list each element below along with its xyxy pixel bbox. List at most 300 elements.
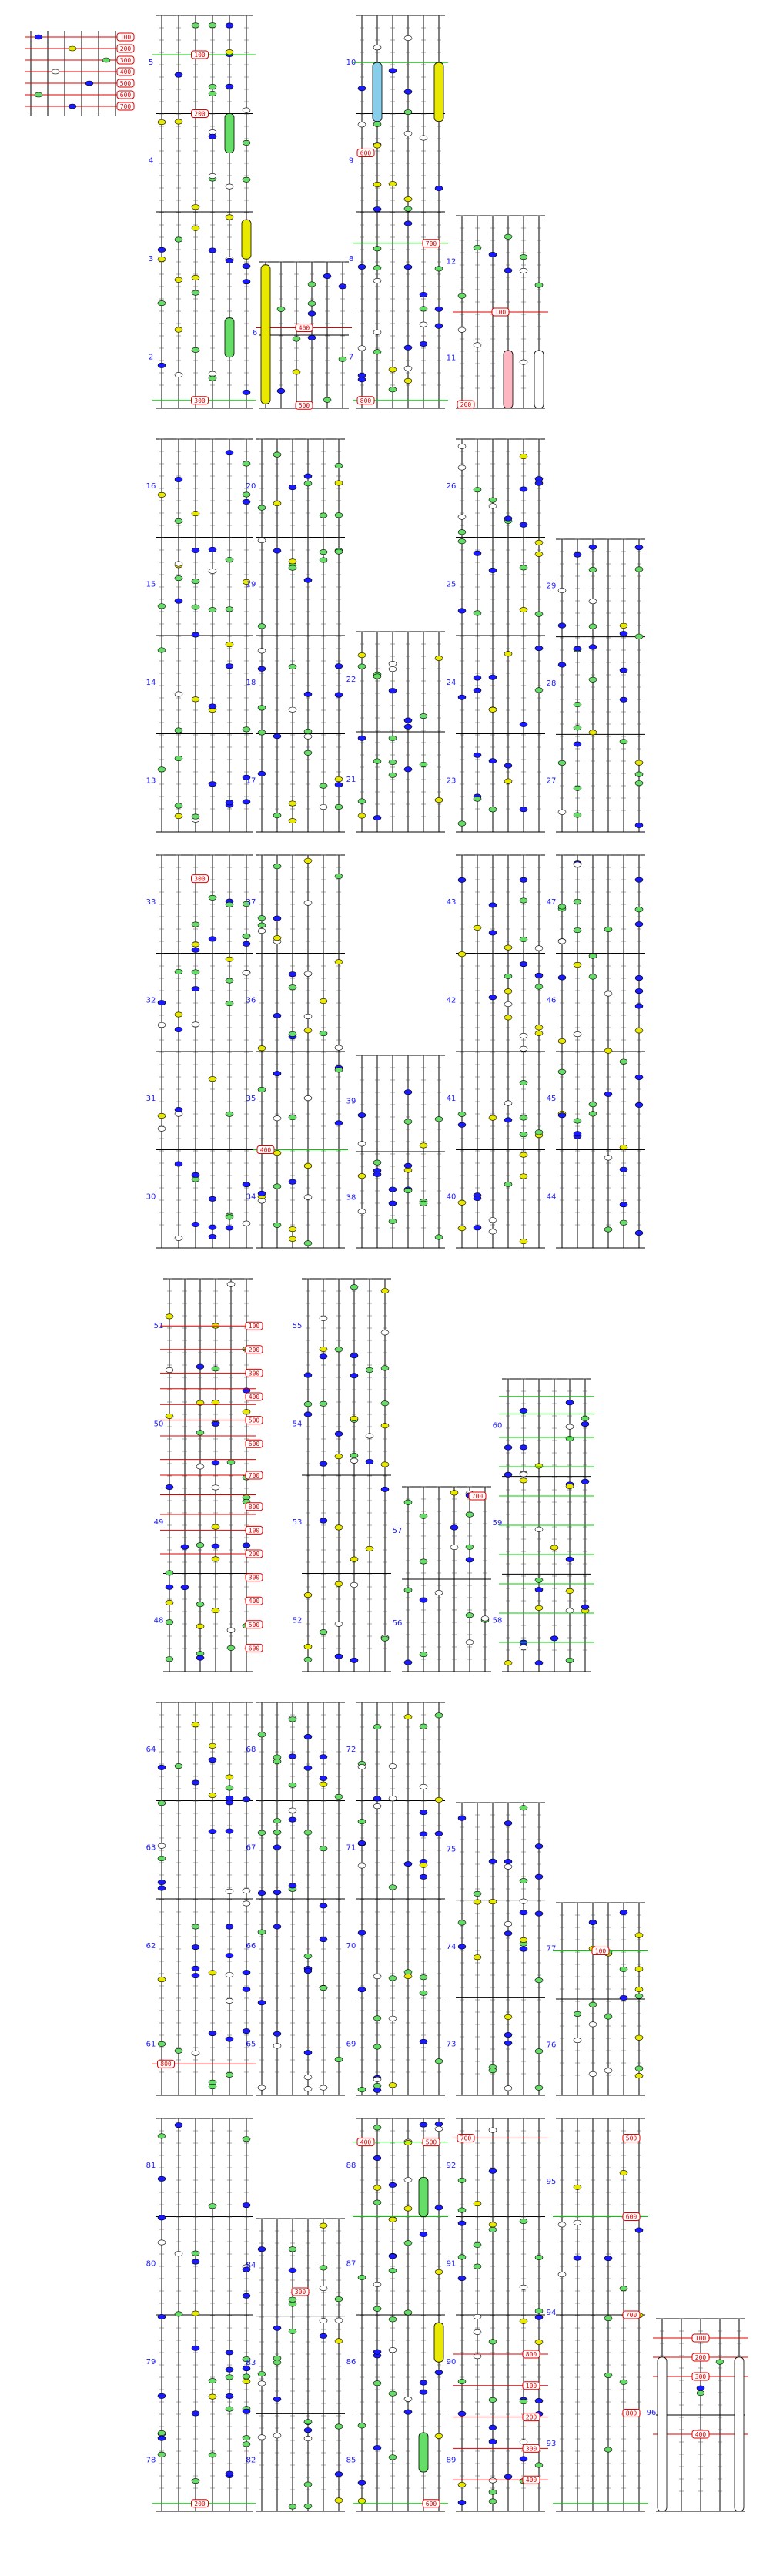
note-marker [504, 945, 512, 950]
note-marker [209, 248, 216, 253]
note-marker [289, 707, 296, 712]
note-marker [373, 2044, 381, 2049]
note-marker [474, 611, 481, 615]
note-marker [404, 221, 412, 226]
note-marker [558, 939, 566, 944]
note-marker [258, 1191, 266, 1196]
note-marker [320, 1401, 327, 1406]
note-marker [85, 81, 93, 86]
note-marker [273, 1924, 281, 1929]
note-marker [535, 1605, 543, 1610]
note-marker [350, 1582, 358, 1587]
note-marker [389, 1219, 397, 1223]
note-marker [520, 565, 527, 570]
measure-number: 58 [492, 1616, 503, 1625]
note-marker [304, 474, 312, 478]
note-marker [258, 771, 266, 776]
note-marker [520, 937, 527, 941]
note-marker [304, 481, 312, 486]
note-marker [196, 1624, 204, 1628]
note-marker [420, 322, 427, 327]
note-marker [635, 780, 643, 785]
note-marker [504, 763, 512, 768]
note-marker [226, 1972, 233, 1977]
note-marker [181, 1585, 189, 1589]
note-marker [273, 548, 281, 553]
note-marker [304, 1657, 312, 1662]
note-marker [258, 916, 266, 921]
note-marker [181, 1545, 189, 1549]
note-marker [373, 350, 381, 354]
note-marker [243, 461, 250, 466]
note-marker [535, 481, 543, 485]
note-marker [304, 1766, 312, 1770]
note-marker [166, 1414, 173, 1418]
note-marker [373, 1803, 381, 1808]
note-marker [558, 810, 566, 814]
note-marker [192, 548, 199, 552]
note-marker [175, 562, 182, 566]
note-marker [320, 558, 327, 562]
note-marker [273, 1184, 281, 1189]
note-marker [243, 1221, 250, 1226]
measure-number: 29 [546, 582, 557, 591]
note-marker [209, 1225, 216, 1229]
note-marker [373, 2088, 381, 2092]
note-marker [358, 664, 366, 669]
measure-number: 22 [346, 676, 356, 684]
note-marker [304, 1373, 312, 1377]
note-marker [581, 1416, 589, 1420]
note-marker [192, 922, 199, 927]
note-marker [192, 948, 199, 952]
note-marker [489, 675, 497, 679]
note-marker [226, 49, 233, 54]
note-marker [289, 485, 296, 489]
note-marker [226, 1924, 233, 1929]
note-marker [320, 1985, 327, 1990]
note-marker [35, 92, 42, 97]
tempo-tag-label: 400 [298, 324, 310, 332]
note-marker [489, 2068, 497, 2072]
tempo-tag-label: 400 [248, 1598, 260, 1605]
note-marker [420, 1201, 427, 1206]
note-marker [474, 1955, 481, 1960]
note-marker [209, 1829, 216, 1833]
note-marker [320, 783, 327, 788]
note-marker [420, 1784, 427, 1789]
note-marker [635, 772, 643, 776]
note-marker [620, 697, 627, 702]
note-marker [558, 1038, 566, 1043]
note-marker [635, 1994, 643, 1998]
note-marker [258, 2085, 266, 2090]
note-marker [520, 1806, 527, 1810]
legend-tag-label: 300 [119, 57, 132, 64]
note-marker [435, 307, 443, 311]
note-marker [335, 481, 343, 485]
note-marker [589, 567, 597, 572]
note-marker [289, 1179, 296, 1184]
note-marker [520, 268, 527, 273]
note-marker [320, 1937, 327, 1941]
note-marker [504, 2086, 512, 2091]
note-marker [320, 1354, 327, 1359]
note-marker [289, 1226, 296, 1231]
note-marker [474, 488, 481, 492]
note-marker [520, 1408, 527, 1413]
note-marker [504, 1661, 512, 1665]
note-marker [243, 1901, 250, 1906]
note-marker [504, 779, 512, 783]
note-marker [258, 2001, 266, 2005]
note-marker [381, 1330, 389, 1335]
note-marker [520, 1910, 527, 1915]
sustain-bar [261, 265, 270, 404]
measure-number: 38 [346, 1193, 356, 1202]
note-marker [209, 937, 216, 941]
measure-number: 24 [446, 678, 457, 687]
note-marker [158, 648, 166, 652]
note-marker [226, 1215, 233, 1219]
note-marker [489, 1229, 497, 1234]
note-marker [535, 1527, 543, 1531]
note-marker [209, 895, 216, 900]
staff-panel [447, 439, 545, 832]
note-marker [373, 1796, 381, 1801]
note-marker [273, 1223, 281, 1227]
note-marker [258, 923, 266, 927]
note-marker [574, 552, 581, 557]
note-marker [243, 1888, 250, 1893]
note-marker [192, 697, 199, 702]
measure-number: 39 [346, 1097, 356, 1106]
note-marker [373, 122, 381, 126]
note-marker [535, 984, 543, 989]
note-marker [466, 1512, 474, 1517]
note-marker [566, 1658, 574, 1662]
note-marker [420, 341, 427, 346]
note-marker [277, 388, 285, 393]
legend [25, 31, 134, 116]
measure-number: 74 [446, 1943, 457, 1951]
note-marker [175, 237, 182, 242]
note-marker [320, 1755, 327, 1759]
note-marker [373, 2077, 381, 2081]
note-marker [175, 692, 182, 696]
note-marker [466, 1558, 474, 1562]
note-marker [358, 799, 366, 803]
note-marker [304, 1592, 312, 1597]
note-marker [304, 692, 312, 696]
note-marker [373, 2016, 381, 2021]
note-marker [404, 35, 412, 40]
note-marker [166, 1484, 173, 1489]
note-marker [489, 504, 497, 508]
note-marker [175, 803, 182, 808]
note-marker [358, 1142, 366, 1146]
note-marker [520, 1152, 527, 1157]
note-marker [273, 1830, 281, 1834]
tempo-tag-label: 100 [494, 309, 507, 316]
measure-number: 46 [546, 996, 557, 1005]
note-marker [335, 1794, 343, 1799]
note-marker [520, 1239, 527, 1243]
note-marker [604, 927, 612, 931]
note-marker [175, 1236, 182, 1240]
tempo-tag-label: 600 [248, 1441, 260, 1448]
note-marker [209, 1971, 216, 1975]
note-marker [574, 1119, 581, 1123]
note-marker [320, 804, 327, 809]
note-marker [243, 1410, 250, 1414]
note-marker [209, 704, 216, 709]
note-marker [258, 1732, 266, 1737]
note-marker [308, 301, 316, 306]
note-marker [404, 345, 412, 350]
note-marker [175, 277, 182, 282]
note-marker [192, 347, 199, 352]
note-marker [335, 463, 343, 468]
note-marker [504, 1472, 512, 1477]
measure-number: 61 [146, 2040, 156, 2049]
note-marker [520, 487, 527, 491]
measure-number: 54 [292, 1420, 303, 1429]
note-marker [373, 278, 381, 283]
note-marker [304, 1954, 312, 1958]
note-marker [304, 2050, 312, 2054]
note-marker [175, 575, 182, 580]
note-marker [620, 1059, 627, 1064]
note-marker [381, 1366, 389, 1370]
note-marker [273, 813, 281, 817]
note-marker [175, 1763, 182, 1768]
note-marker [158, 300, 166, 305]
note-marker [420, 292, 427, 297]
note-marker [420, 762, 427, 766]
note-marker [404, 366, 412, 371]
note-marker [350, 1458, 358, 1463]
note-marker [335, 1045, 343, 1050]
measure-number: 56 [392, 1619, 403, 1628]
note-marker [304, 578, 312, 582]
staff-panel [146, 1702, 256, 2095]
note-marker [273, 2044, 281, 2048]
note-marker [589, 645, 597, 649]
tempo-tag-label: 800 [248, 1503, 260, 1511]
measure-number: 48 [153, 1616, 164, 1625]
note-marker [373, 815, 381, 820]
note-marker [389, 760, 397, 764]
note-marker [289, 559, 296, 564]
note-marker [192, 1924, 199, 1929]
note-marker [308, 311, 316, 316]
note-marker [489, 498, 497, 502]
note-marker [635, 877, 643, 882]
note-marker [373, 45, 381, 49]
note-marker [373, 330, 381, 334]
note-marker [520, 722, 527, 726]
note-marker [175, 518, 182, 523]
note-marker [304, 1095, 312, 1100]
note-marker [558, 662, 566, 667]
note-marker [620, 740, 627, 744]
note-marker [558, 1113, 566, 1118]
note-marker [226, 215, 233, 220]
note-marker [574, 702, 581, 706]
note-marker [435, 1713, 443, 1718]
note-marker [520, 1033, 527, 1038]
note-marker [192, 23, 199, 28]
note-marker [304, 1028, 312, 1033]
note-marker [273, 935, 281, 940]
sustain-bar [225, 114, 234, 153]
note-marker [209, 376, 216, 381]
note-marker [209, 1076, 216, 1081]
note-marker [504, 2041, 512, 2045]
note-marker [166, 1367, 173, 1372]
note-marker [520, 1080, 527, 1085]
note-marker [175, 119, 182, 124]
note-marker [535, 2085, 543, 2090]
note-marker [420, 1810, 427, 1814]
note-marker [389, 2083, 397, 2088]
note-marker [192, 1780, 199, 1785]
note-marker [574, 2011, 581, 2016]
note-marker [420, 1832, 427, 1836]
note-marker [435, 1590, 443, 1595]
note-marker [520, 1472, 527, 1477]
note-marker [558, 588, 566, 592]
measure-number: 55 [292, 1321, 303, 1330]
note-marker [574, 962, 581, 967]
note-marker [226, 1953, 233, 1957]
note-marker [574, 742, 581, 746]
note-marker [358, 346, 366, 351]
note-marker [620, 1967, 627, 1971]
measure-number: 62 [146, 1941, 156, 1950]
note-marker [635, 567, 643, 572]
note-marker [209, 91, 216, 96]
note-marker [320, 1776, 327, 1780]
note-marker [335, 874, 343, 878]
note-marker [158, 1843, 166, 1848]
note-marker [52, 69, 59, 74]
note-marker [620, 1910, 627, 1914]
note-marker [458, 1944, 466, 1949]
measure-number: 33 [146, 897, 156, 907]
note-marker [620, 1220, 627, 1225]
note-marker [209, 2031, 216, 2035]
measure-number: 68 [246, 1745, 256, 1754]
note-marker [535, 283, 543, 287]
tempo-tag-label: 300 [248, 1370, 260, 1377]
note-marker [289, 1883, 296, 1888]
note-marker [420, 1991, 427, 1995]
note-marker [635, 1933, 643, 1937]
note-marker [350, 1416, 358, 1420]
staff-panel [246, 1702, 345, 2095]
note-marker [158, 2041, 166, 2046]
note-marker [289, 985, 296, 990]
note-marker [458, 609, 466, 613]
note-marker [458, 293, 466, 298]
note-marker [335, 1431, 343, 1436]
note-marker [335, 549, 343, 554]
note-marker [489, 1859, 497, 1863]
note-marker [389, 688, 397, 693]
note-marker [404, 724, 412, 729]
staff-panel [447, 855, 545, 1248]
note-marker [289, 1783, 296, 1787]
note-marker [404, 264, 412, 269]
note-marker [226, 978, 233, 983]
staff-panel [393, 1487, 491, 1672]
note-marker [574, 899, 581, 904]
note-marker [504, 1821, 512, 1826]
note-marker [320, 513, 327, 518]
note-marker [420, 1863, 427, 1867]
note-marker [404, 196, 412, 201]
note-marker [243, 971, 250, 975]
note-marker [175, 599, 182, 603]
note-marker [212, 1485, 219, 1490]
note-marker [175, 1112, 182, 1116]
note-marker [258, 706, 266, 710]
note-marker [389, 1201, 397, 1206]
note-marker [273, 864, 281, 868]
legend-tag-label: 700 [119, 103, 132, 110]
note-marker [335, 1654, 343, 1659]
measure-number: 3 [148, 254, 154, 263]
note-marker [389, 661, 397, 666]
note-marker [226, 2072, 233, 2077]
measure-number: 57 [392, 1527, 403, 1535]
note-marker [520, 898, 527, 903]
note-marker [373, 1724, 381, 1729]
note-marker [192, 511, 199, 515]
note-marker [558, 1069, 566, 1074]
staff-panel [547, 1903, 648, 2095]
note-marker [258, 666, 266, 671]
measure-number: 50 [153, 1420, 164, 1429]
note-marker [258, 538, 266, 542]
note-marker [404, 767, 412, 772]
note-marker [158, 1886, 166, 1890]
note-marker [158, 119, 166, 124]
staff-panel [493, 1379, 594, 1672]
note-marker [226, 1775, 233, 1779]
legend-tag-label: 600 [119, 92, 132, 99]
note-marker [589, 2002, 597, 2007]
measure-number: 66 [246, 1941, 256, 1950]
sustain-bar [225, 318, 234, 357]
note-marker [474, 1196, 481, 1200]
note-marker [158, 1022, 166, 1027]
note-marker [504, 234, 512, 239]
note-marker [389, 181, 397, 186]
note-marker [535, 2049, 543, 2054]
tempo-tag-label: 300 [194, 397, 206, 404]
note-marker [335, 1454, 343, 1458]
note-marker [635, 1102, 643, 1107]
note-marker [489, 759, 497, 763]
note-marker [635, 2035, 643, 2040]
note-marker [535, 1025, 543, 1030]
note-marker [196, 1364, 204, 1369]
note-marker [175, 327, 182, 332]
note-marker [635, 1028, 643, 1033]
